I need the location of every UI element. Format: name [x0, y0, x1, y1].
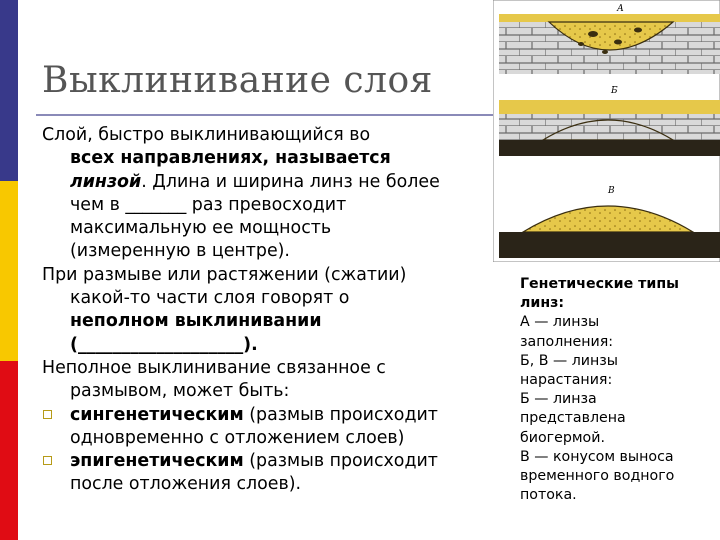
square-bullet-icon: [43, 456, 52, 465]
lens-types-figure: [493, 0, 720, 262]
bullet-item: [42, 404, 497, 451]
text-line: . Длина и ширина линз не более: [141, 171, 440, 192]
slide-title: Выклинивание слоя: [42, 60, 433, 101]
figure-label: Б: [611, 86, 618, 96]
accent-bar-yellow: [0, 181, 18, 361]
text-line: (измеренную в центре).: [70, 241, 290, 262]
term-lens: линзой: [70, 171, 142, 192]
term-incomplete-pinchout: неполном выклинивании: [70, 311, 322, 332]
bullet-item: [42, 450, 497, 497]
accent-bar-red: [0, 361, 18, 540]
paragraph-lens-definition: [42, 124, 497, 264]
caption-heading: линз:: [520, 295, 565, 312]
caption-line: потока.: [520, 487, 577, 504]
caption-line: биогермой.: [520, 429, 605, 446]
bullet-text: (размыв происходит: [243, 404, 438, 425]
text-line: Неполное выклинивание связанное с: [42, 357, 386, 378]
caption-line: Б, В — линзы: [520, 352, 619, 369]
bullet-text: одновременно с отложением слоев): [70, 427, 405, 448]
slide-body: [42, 124, 497, 497]
text-line: размывом, может быть:: [70, 381, 290, 402]
bullet-text: после отложения слоев).: [70, 474, 302, 495]
caption-line: временного водного: [520, 468, 675, 485]
caption-line: В — конусом выноса: [520, 448, 674, 465]
text-line: всех направлениях, называется: [70, 148, 391, 169]
title-underline: [36, 114, 496, 116]
bullet-term: сингенетическим: [70, 404, 244, 425]
text-line: какой-то части слоя говорят о: [70, 288, 350, 309]
figure-label: В: [608, 186, 615, 196]
square-bullet-icon: [43, 410, 52, 419]
caption-line: заполнения:: [520, 333, 614, 350]
accent-bar-blue: [0, 0, 18, 181]
accent-gap: [18, 0, 34, 540]
text-line: чем в _______ раз превосходит: [70, 194, 347, 215]
paragraph-erosion: [42, 357, 497, 404]
bullet-text: (размыв происходит: [243, 451, 438, 472]
caption-line: представлена: [520, 410, 626, 427]
text-line: максимальную ее мощность: [70, 218, 332, 239]
figure-panel-b: [499, 100, 720, 156]
bullet-term: эпигенетическим: [70, 451, 244, 472]
blank-answer: (___________________).: [70, 334, 258, 355]
caption-line: Б — линза: [520, 391, 597, 408]
text-line: Слой, быстро выклинивающийся во: [42, 125, 371, 145]
figure-caption: [520, 275, 715, 505]
caption-line: А — линзы: [520, 314, 600, 331]
paragraph-incomplete-pinchout: [42, 264, 497, 357]
figure-label: А: [617, 4, 624, 14]
caption-heading: Генетические типы: [520, 276, 679, 292]
caption-line: нарастания:: [520, 372, 613, 389]
figure-panel-a: [499, 14, 720, 74]
text-line: При размыве или растяжении (сжатии): [42, 264, 407, 285]
